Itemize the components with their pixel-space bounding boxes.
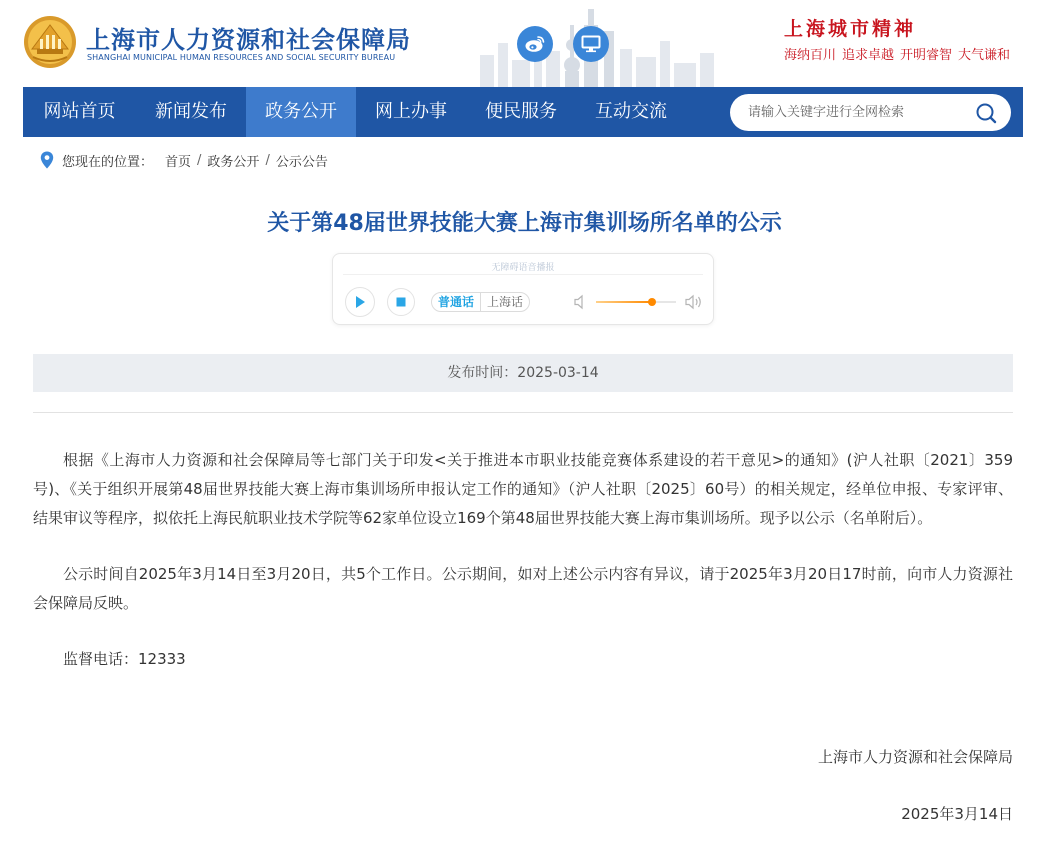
supervision-phone: 监督电话：12333 [63, 650, 186, 668]
volume-knob[interactable] [648, 298, 656, 306]
breadcrumb-separator: / [265, 152, 270, 168]
search-input[interactable] [748, 102, 968, 123]
breadcrumb-notices[interactable]: 公示公告 [275, 154, 328, 170]
nav-item-home[interactable]: 网站首页 [43, 101, 116, 122]
nav-item-interaction[interactable]: 互动交流 [595, 101, 667, 122]
pc-version-button[interactable] [573, 26, 609, 62]
spirit-phrase: 开明睿智 [900, 48, 953, 63]
spirit-phrase: 追求卓越 [842, 48, 895, 63]
spirit-phrase: 大气谦和 [958, 48, 1011, 63]
play-button[interactable] [345, 287, 375, 317]
spirit-phrase: 海纳百川 [784, 48, 837, 63]
lang-shanghainese[interactable]: 上海话 [487, 295, 524, 309]
search-icon[interactable] [975, 102, 997, 124]
site-header [0, 0, 1049, 87]
volume-low-icon[interactable] [574, 294, 588, 310]
audio-player [332, 253, 714, 325]
divider [33, 412, 1013, 413]
breadcrumb-gov-affairs[interactable]: 政务公开 [207, 154, 260, 170]
article-paragraph: 公示时间自2025年3月14日至3月20日，共5个工作日。公示期间，如对上述公示内容有异议，请于2025年3月20日17时前，向市人力资源社会保障局反映。 [33, 565, 1013, 612]
play-icon [354, 295, 366, 309]
volume-high-icon[interactable] [685, 293, 703, 311]
article-paragraph: 根据《上海市人力资源和社会保障局等七部门关于印发<关于推进本市职业技能竞赛体系建设的若干意见>的通知》(沪人社职〔2021〕359号)、《关于组织开展第48届世界技能大赛上海市集训场所申报认定工作的通知》（沪人社职〔2025〕60号）的相关规定，经单位申报、专家评审、结果审议等程序，拟依托上海民航职业技术学院等62家单位设立169个第48届世界技能大赛上海市集训场所。现予以公示（名单附后）。 [33, 451, 1013, 527]
weibo-icon [524, 35, 546, 53]
search-box [730, 94, 1011, 131]
breadcrumb-separator: / [197, 152, 202, 168]
main-nav [23, 87, 1023, 137]
bureau-emblem-icon[interactable] [23, 15, 77, 69]
city-spirit-phrases [784, 44, 1016, 63]
site-title[interactable]: 上海市人力资源和社会保障局 [86, 26, 411, 54]
article-title: 关于第48届世界技能大赛上海市集训场所名单的公示 [267, 211, 782, 236]
player-divider [343, 274, 703, 275]
volume-slider[interactable] [596, 301, 676, 303]
signature-date: 2025年3月14日 [901, 805, 1013, 823]
article-body [33, 446, 1013, 701]
stop-icon [396, 297, 406, 307]
player-label: 无障碍语音播报 [491, 263, 555, 273]
breadcrumb [40, 150, 328, 170]
publish-time: 发布时间：2025-03-14 [33, 354, 1013, 392]
lang-mandarin[interactable]: 普通话 [432, 293, 481, 311]
city-spirit-title: 上海城市精神 [784, 18, 917, 40]
nav-item-news[interactable]: 新闻发布 [155, 101, 227, 122]
location-pin-icon [40, 151, 54, 169]
nav-item-convenience[interactable]: 便民服务 [485, 101, 557, 122]
breadcrumb-prefix: 您现在的位置： [62, 154, 154, 170]
signature-org: 上海市人力资源和社会保障局 [817, 748, 1013, 766]
weibo-button[interactable] [517, 26, 553, 62]
volume-fill [596, 301, 652, 303]
site-title-en: SHANGHAI MUNICIPAL HUMAN RESOURCES AND SOCIAL SECURITY BUREAU [87, 53, 396, 62]
nav-item-gov-affairs[interactable]: 政务公开 [246, 87, 356, 137]
nav-item-online-service[interactable]: 网上办事 [375, 101, 447, 122]
stop-button[interactable] [387, 288, 415, 316]
dialect-toggle [431, 292, 530, 312]
computer-icon [581, 35, 601, 53]
breadcrumb-home[interactable]: 首页 [165, 154, 192, 170]
